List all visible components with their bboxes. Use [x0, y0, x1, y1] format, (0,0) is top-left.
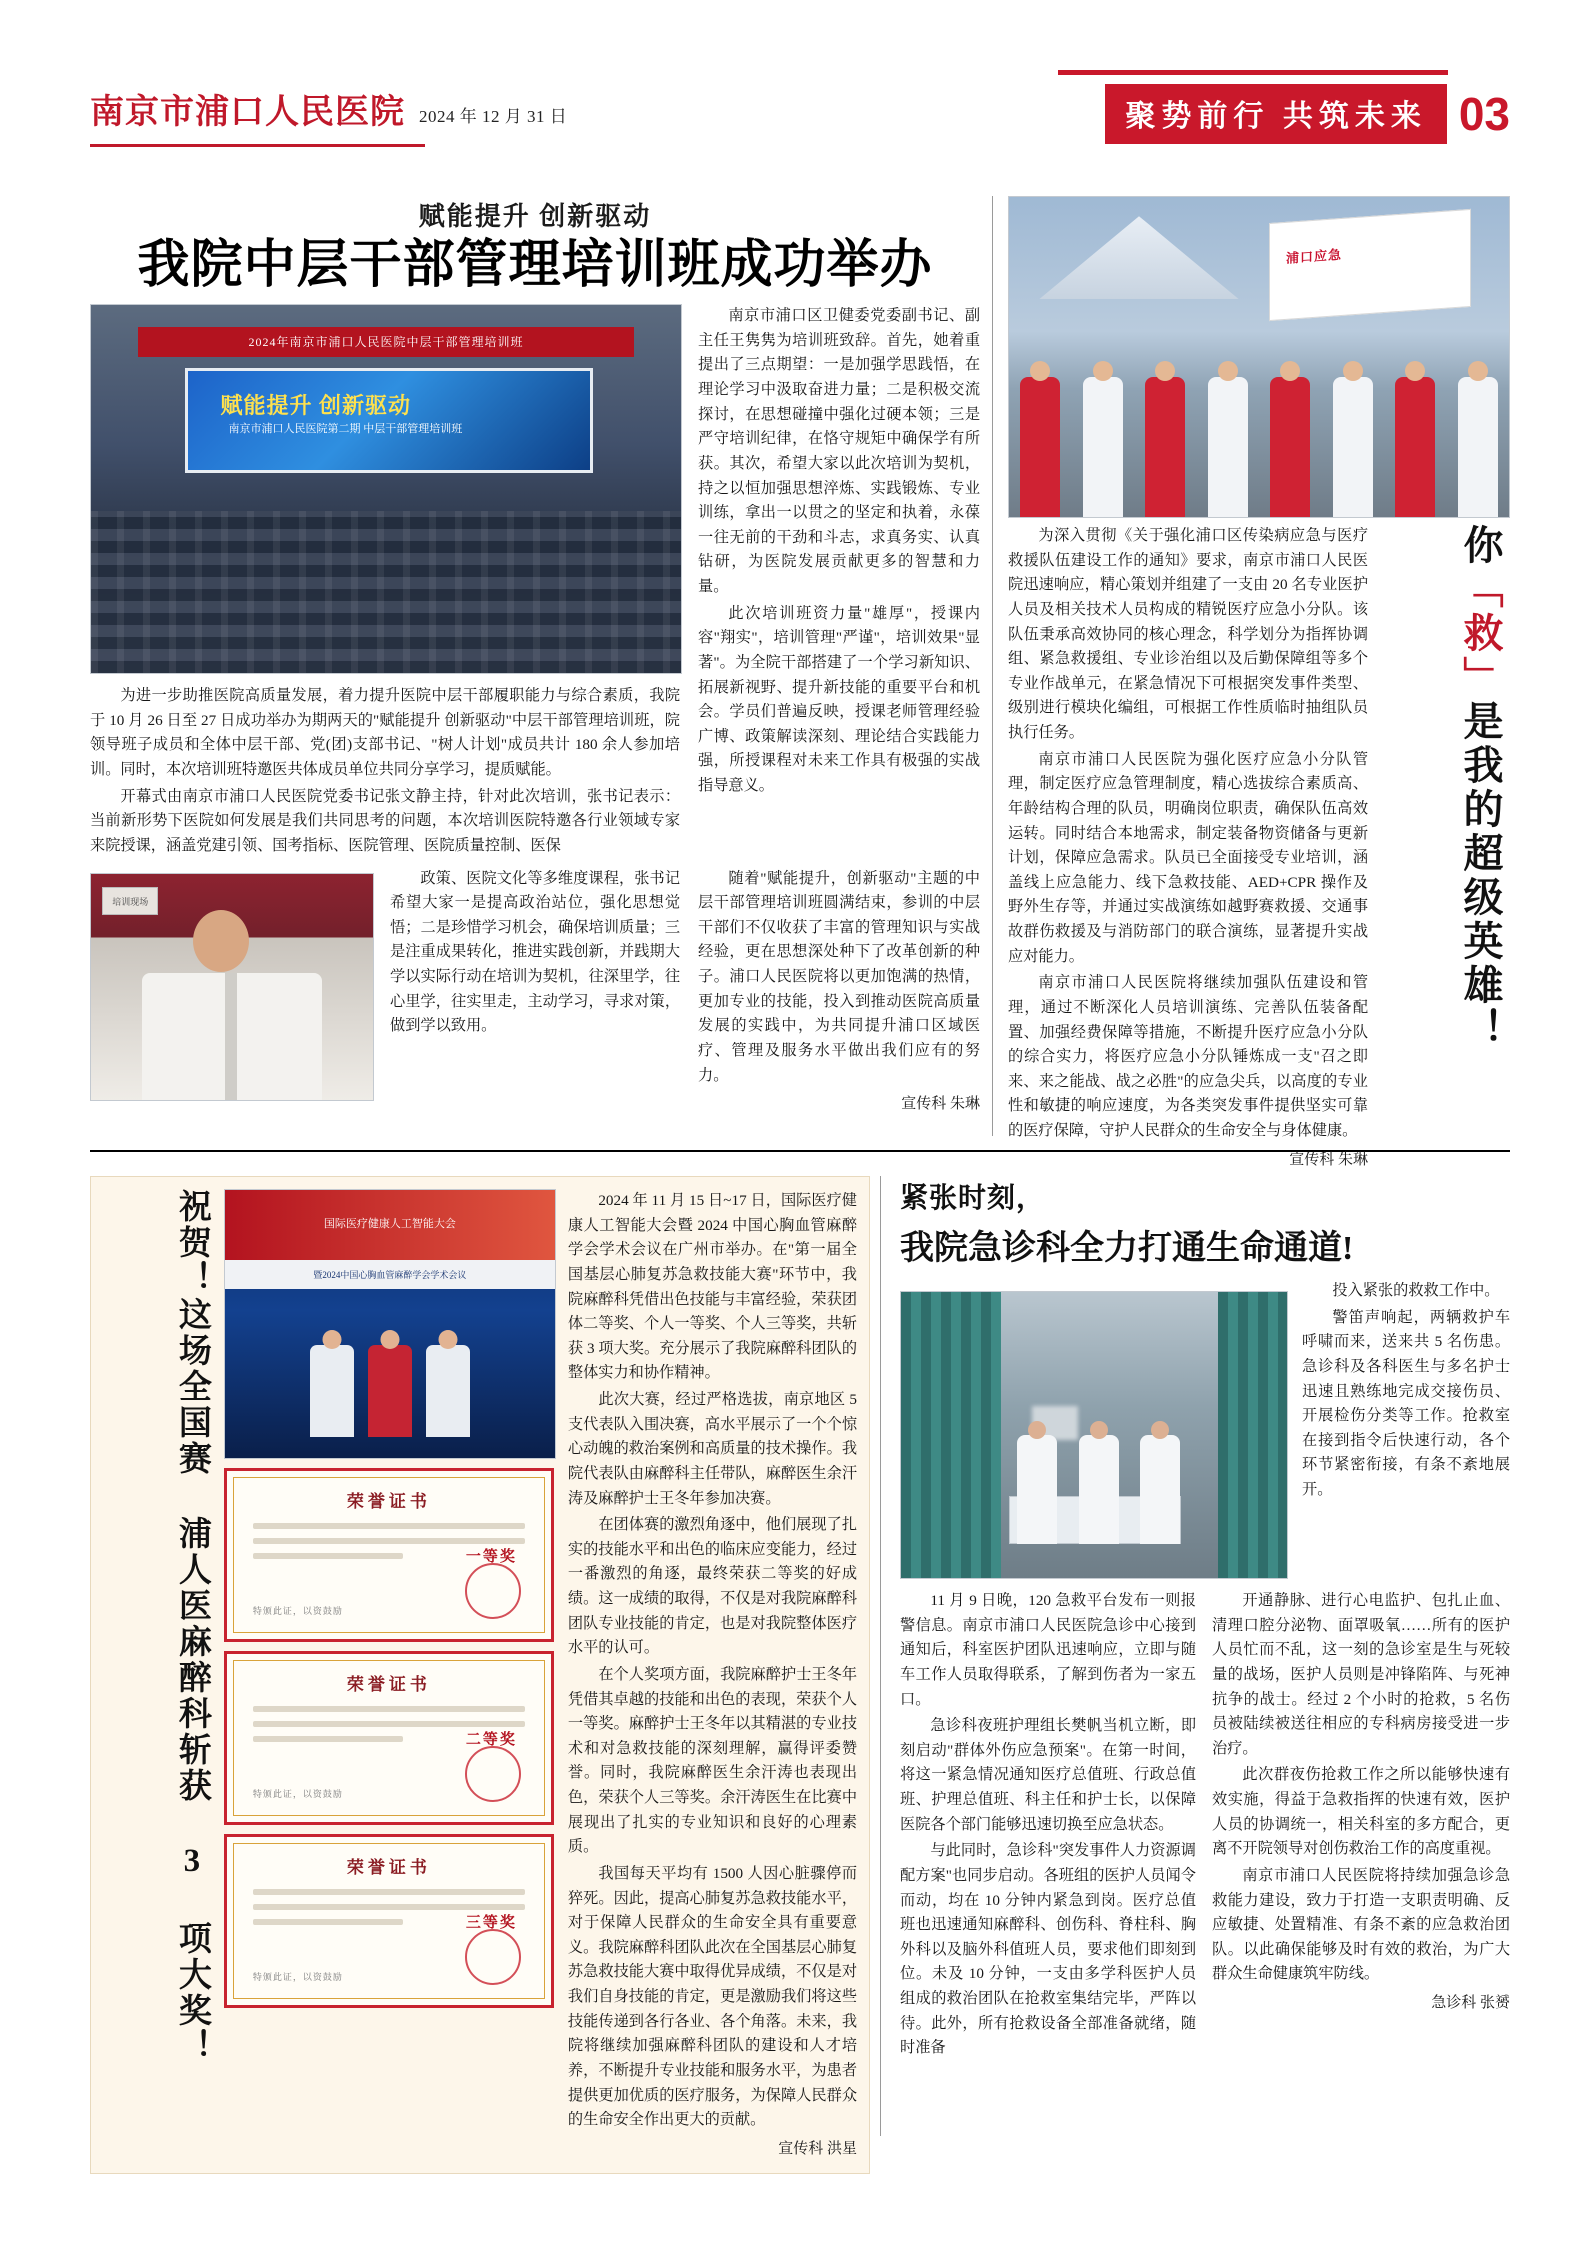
masthead-right — [1105, 84, 1510, 144]
tent-shape — [1039, 216, 1239, 299]
photo-banner-text: 2024年南京市浦口人民医院中层干部管理培训班 — [138, 327, 634, 356]
masthead-left — [90, 96, 567, 130]
vertical-part-2: 「救」 — [1458, 568, 1503, 700]
section-slogan: 聚势前行 共筑未来 — [1105, 84, 1447, 144]
award-winners — [225, 1319, 555, 1437]
medical-staff — [1079, 1435, 1119, 1544]
photo-trainee — [90, 873, 374, 1101]
article1-p3-col — [390, 867, 680, 1117]
article4-p5: 警笛声响起，两辆救护车呼啸而来，送来共 5 名伤患。急诊科及各科医生与多名护士迅速且熟练地完成交接伤员、开展检伤分类等工作。抢救室在接到指令后快速行动，各个环节紧密衔接，有条不紊地展开。 — [1302, 1308, 1510, 1498]
article1-rp1: 南京市浦口区卫健委党委副书记、副主任王隽隽为培训班致辞。首先，她着重提出了三点期望：一是加强学思践悟，在理论学习中汲取奋进力量；二是积极交流探讨，在思想碰撞中强化过硬本领；三是严守培训纪律，在恪守规矩中确保学有所获。其次，希望大家以此次培训为契机，持之以恒加强思想淬炼、实践锻炼、专业训练，拿出一以贯之的坚定和执着，永葆一往无前的干劲和斗志，求真务实、认真钻研，为医院发展贡献更多的智慧和力量。 — [698, 307, 980, 596]
photo-projection-screen — [185, 368, 592, 473]
screen-title: 赋能提升 创新驱动 — [220, 392, 411, 418]
winner — [310, 1345, 354, 1437]
paper-date: 2024 年 12 月 31 日 — [419, 107, 568, 126]
paper-name: 南京市浦口人民医院 — [90, 94, 405, 131]
team-flag — [1269, 209, 1471, 321]
certificate-body-lines — [253, 1889, 525, 1934]
article2-vertical-headline — [1384, 524, 1502, 1164]
certificate-third-prize — [224, 1834, 554, 2008]
article4-p8: 南京市浦口人民医院将持续加强急诊急救能力建设，致力于打造一支职责明确、反应敏捷、处置精准、有条不紊的应急救治团队。以此确保能够及时有效的救治，为广大群众生命健康筑牢防线。 — [1212, 1866, 1510, 1983]
certificate-second-prize — [224, 1651, 554, 1825]
certificate-footnote: 特颁此证，以资鼓励 — [252, 1606, 343, 1616]
certificate-first-prize — [224, 1468, 554, 1642]
photo-badge-label: 培训现场 — [102, 887, 158, 915]
medical-staff — [1140, 1435, 1180, 1544]
article1-rp3: 随着"赋能提升，创新驱动"主题的中层干部管理培训班圆满结束，参训的中层干部们不仅收获了丰富的管理知识与实战经验，更在思想深处种下了改革创新的种子。浦口人民医院将以更加饱满的热情，更加专业的技能，投入到推动医院高质量发展的实践中，为共同提升浦口区域医疗、管理及服务水平做出我们应有的努力。 — [698, 869, 980, 1084]
article3-signature: 宣传科 洪星 — [778, 2140, 857, 2157]
photo-emergency-room — [900, 1291, 1288, 1579]
article4-p6: 开通静脉、进行心电监护、包扎止血、清理口腔分泌物、面罩吸氧……所有的医护人员忙而不乱，这一刻的急诊室是生与死较量的战场，医护人员则是冲锋陷阵、与死神抗争的战士。经过 2 个小时的抢救，5 名伤员被陆续被送往相应的专科病房接受进一步治疗。 — [1212, 1592, 1510, 1757]
conference-banner-line2: 暨2024中国心胸血管麻醉学会学术会议 — [225, 1260, 555, 1289]
column-divider-top — [992, 196, 993, 1136]
article2-p2: 南京市浦口人民医院为强化医疗应急小分队管理，制定医疗应急管理制度，精心选拔综合素质高、年龄结构合理的队员，明确岗位职责，确保队伍高效运转。同时结合本地需求，制定装备物资储备与更新计划，保障应急需求。队员已全面接受专业培训，涵盖线上应急能力、线下急救技能、AED+CPR 操作及野外生存等，并通过实战演练如越野赛救援、交通事故群伤救援及与消防部门的联合演练，显著提升实战应对能力。 — [1008, 750, 1368, 965]
audience-seats — [91, 511, 681, 673]
team-member — [1020, 377, 1060, 517]
article-emergency-team — [1008, 196, 1508, 1172]
article1-kicker: 赋能提升 创新驱动 — [418, 202, 652, 231]
article-anesthesia-awards — [90, 1176, 870, 2174]
conference-banner — [225, 1190, 555, 1260]
article4-right-top-text — [1302, 1279, 1510, 1579]
article3-p4: 在个人奖项方面，我院麻醉护士王冬年凭借其卓越的技能和出色的表现，荣获个人一等奖。麻醉护士王冬年以其精湛的专业技术和对急救技能的深刻理解，赢得评委赞誉。同时，我院麻醉医生余汗涛也表现出色，荣获个人三等奖。余汗涛医生在比赛中展现出了扎实的专业知识和良好的心理素质。 — [567, 1665, 857, 1856]
medical-staff — [1017, 1435, 1057, 1544]
article3-p3: 在团体赛的激烈角逐中，他们展现了扎实的技能水平和出色的临床应变能力，经过一番激烈的角逐，最终荣获二等奖的好成绩。这一成绩的取得，不仅是对我院麻醉科团队专业技能的肯定，也是对我院整体医疗水平的认可。 — [567, 1516, 857, 1657]
certificate-body-lines — [253, 1523, 525, 1568]
article4-p4: 投入紧张的救救工作中。 — [1332, 1282, 1500, 1299]
vertical-part-1: 你 — [1458, 524, 1503, 568]
conference-banner-line1: 国际医疗健康人工智能大会 — [323, 1217, 456, 1230]
article-training-class — [90, 196, 980, 1116]
article1-rp2: 此次培训班资力量"雄厚"，授课内容"翔实"，培训管理"严谨"，培训效果"显著"。为全院干部搭建了一个学习新知识、拓展新视野、提升新技能的重要平台和机会。学员们普遍反映，授课老师管理经验广博、政策解读深刻、理论结合实践能力强，所授课程对未来工作具有极强的实战指导意义。 — [698, 604, 980, 795]
certificate-title: 荣誉证书 — [346, 1492, 431, 1511]
article4-p3: 与此同时，急诊科"突发事件人力资源调配方案"也同步启动。各班组的医护人员闻令而动，均在 10 分钟内紧急到岗。医疗总值班也迅速通知麻醉科、创伤科、脊柱科、胸外科以及脑外科值班人员，要求他们即刻到位。未及 10 分钟，一支由多学科医护人员组成的救治团队在抢救室集结完毕，严阵以待。此外，所有抢救设备全部准备就绪，随时准备 — [900, 1842, 1196, 2057]
article1-p4-col — [698, 867, 980, 1117]
article3-text — [568, 1189, 857, 2161]
certificate-footnote: 特颁此证，以资鼓励 — [252, 1972, 343, 1982]
team-members-row — [1009, 351, 1509, 517]
article-emergency-department — [900, 1176, 1510, 2063]
winner — [368, 1345, 412, 1437]
article1-signature: 宣传科 朱琳 — [901, 1096, 980, 1113]
seal-icon — [465, 1746, 521, 1802]
column-divider-bottom — [880, 1176, 881, 2136]
team-member — [1395, 377, 1435, 517]
person-body — [142, 973, 322, 1100]
article4-left-text — [900, 1589, 1196, 2063]
certificate-footnote: 特颁此证，以资鼓励 — [252, 1789, 343, 1799]
article4-p1: 11 月 9 日晚，120 急救平台发布一则报警信息。南京市浦口人民医院急诊中心接到通知后，科室医护团队迅速响应，立即与随车工作人员取得联系，了解到伤者为一家五口。 — [900, 1592, 1196, 1708]
team-member — [1208, 377, 1248, 517]
team-member — [1458, 377, 1498, 517]
article4-kicker: 紧张时刻， — [900, 1183, 1046, 1214]
vertical-part-3: 是我的超级英雄！ — [1458, 700, 1503, 1052]
photo-training-hall — [90, 304, 682, 674]
curtain-right — [1218, 1292, 1287, 1578]
certificate-award: 二等奖 — [465, 1732, 517, 1748]
team-member — [1333, 377, 1373, 517]
article2-p3: 南京市浦口人民医院将继续加强队伍建设和管理，通过不断深化人员培训演练、完善队伍装备配置、加强经费保障等措施，不断提升医疗应急小分队的综合实力，将医疗应急小分队锤炼成一支"召之即来、来之能战、战之必胜"的应急尖兵，以高度的专业性和敏捷的响应速度，为各类突发事件提供坚实可靠的医疗保障，守护人民群众的生命安全与身体健康。 — [1008, 974, 1368, 1139]
article2-signature: 宣传科 朱琳 — [1289, 1151, 1368, 1168]
flag-text: 浦口应急 — [1286, 247, 1343, 267]
masthead — [90, 88, 1510, 170]
article1-right-text — [698, 304, 980, 799]
winner — [426, 1345, 470, 1437]
article4-headline: 我院急诊科全力打通生命通道! — [900, 1230, 1354, 1267]
seal-icon — [465, 1929, 521, 1985]
screen-subtitle: 南京市浦口人民医院第二期 中层干部管理培训班 — [228, 423, 463, 436]
team-member — [1083, 377, 1123, 517]
photo-conference — [224, 1189, 556, 1459]
article1-left-text — [90, 684, 680, 858]
article3-p2: 此次大赛，经过严格选拔，南京地区 5 支代表队入围决赛，高水平展示了一个个惊心动魄的救治案例和高质量的技术操作。我院代表队由麻醉科主任带队，麻醉医生余汗涛及麻醉护士王冬年参加决赛。 — [567, 1391, 857, 1507]
article4-p7: 此次群夜伤抢救工作之所以能够快速有效实施，得益于急救指挥的快速有效，医护人员的协调统一，相关科室的多方配合，更离不开院领导对创伤救治工作的高度重视。 — [1212, 1766, 1510, 1858]
curtain-left — [901, 1292, 1001, 1578]
certificate-award: 三等奖 — [465, 1915, 517, 1931]
article1-p3: 政策、医院文化等多维度课程，张书记希望大家一是提高政治站位，强化思想觉悟；二是珍惜学习机会，确保培训质量；三是注重成果转化，推进实践创新，并践期大学以实际行动在培训为契机，往深里学，往心里学，往实里走，主动学习，寻求对策，做到学以致用。 — [390, 869, 680, 1035]
certificate-award: 一等奖 — [465, 1549, 517, 1565]
slogan-top-rule — [1058, 70, 1448, 75]
certificate-title: 荣誉证书 — [346, 1675, 431, 1694]
certificate-body-lines — [253, 1706, 525, 1751]
article4-signature: 急诊科 张赟 — [1431, 1995, 1510, 2011]
article2-text — [1008, 524, 1368, 1172]
person-head — [193, 910, 249, 972]
article3-media — [224, 1189, 554, 2161]
certificate-title: 荣誉证书 — [346, 1858, 431, 1877]
seal-icon — [465, 1563, 521, 1619]
article3-vertical-headline: 祝贺！这场全国赛 浦人医麻醉科斩获 3 项大奖！ — [173, 1189, 210, 2065]
page-number: 03 — [1458, 88, 1510, 140]
article4-right-text — [1212, 1589, 1510, 2063]
team-member — [1270, 377, 1310, 517]
article3-p1: 2024 年 11 月 15 日~17 日，国际医疗健康人工智能大会暨 2024 中国心胸血管麻醉学会学术会议在广州市举办。在"第一届全国基层心肺复苏急救技能大赛"环节中，我院麻醉科凭借出色技能与丰富经验，荣获团体二等奖、个人一等奖、个人三等奖，共斩获 3 项大奖。充分展示了我院麻醉科团队的整体实力和协作精神。 — [567, 1192, 857, 1382]
article1-p1: 为进一步助推医院高质量发展，着力提升医院中层干部履职能力与综合素质，我院于 10 月 26 日至 27 日成功举办为期两天的"赋能提升 创新驱动"中层干部管理培训班，院领导班子成员和全体中层干部、党(团)支部书记、"树人计划"成员共计 180 余人参加培训。同时，本次培训班特邀医共体成员单位共同分享学习，提质赋能。 — [90, 687, 680, 779]
article1-p2: 开幕式由南京市浦口人民医院党委书记张文静主持，针对此次培训，张书记表示：当前新形势下医院如何发展是我们共同思考的问题，本次培训医院特邀各行业领域专家来院授课，涵盖党建引领、国考指标、医院管理、医院质量控制、医保 — [90, 787, 680, 854]
article1-headline: 我院中层干部管理培训班成功举办 — [137, 237, 933, 294]
article4-p2: 急诊科夜班护理组长樊帆当机立断，即刻启动"群体外伤应急预案"。在第一时间，将这一紧急情况通知医疗总值班、行政总值班、护理总值班、科主任和护士长，以保障医院各个部门能够迅速切换至应急状态。 — [900, 1717, 1196, 1833]
article3-p5: 我国每天平均有 1500 人因心脏骤停而猝死。因此，提高心肺复苏急救技能水平，对于保障人民群众的生命安全具有重要意义。我院麻醉科团队此次在全国基层心肺复苏急救技能大赛中取得优异成绩，不仅是对我们自身技能的肯定，更是激励我们将这些技能传递到各行各业、各个角落。未来，我院将继续加强麻醉科团队的建设和人才培养，不断提升专业技能和服务水平，为患者提供更加优质的医疗服务，为保障人民群众的生命安全作出更大的贡献。 — [567, 1864, 857, 2129]
team-member — [1145, 377, 1185, 517]
masthead-rule — [90, 144, 425, 147]
article2-p1: 为深入贯彻《关于强化浦口区传染病应急与医疗救援队伍建设工作的通知》要求，南京市浦口人民医院迅速响应，精心策划并组建了一支由 20 名专业医护人员及相关技术人员构成的精锐医疗应急小分队。该队伍秉承高效协同的核心理念，科学划分为指挥协调组、紧急救援组、专业诊治组以及后勤保障组等多个专业作战单元，在紧急情况下可根据突发事件类型、级别进行模块化编组，可根据工作性质临时抽组队员执行任务。 — [1008, 527, 1368, 741]
photo-emergency-team — [1008, 196, 1510, 518]
